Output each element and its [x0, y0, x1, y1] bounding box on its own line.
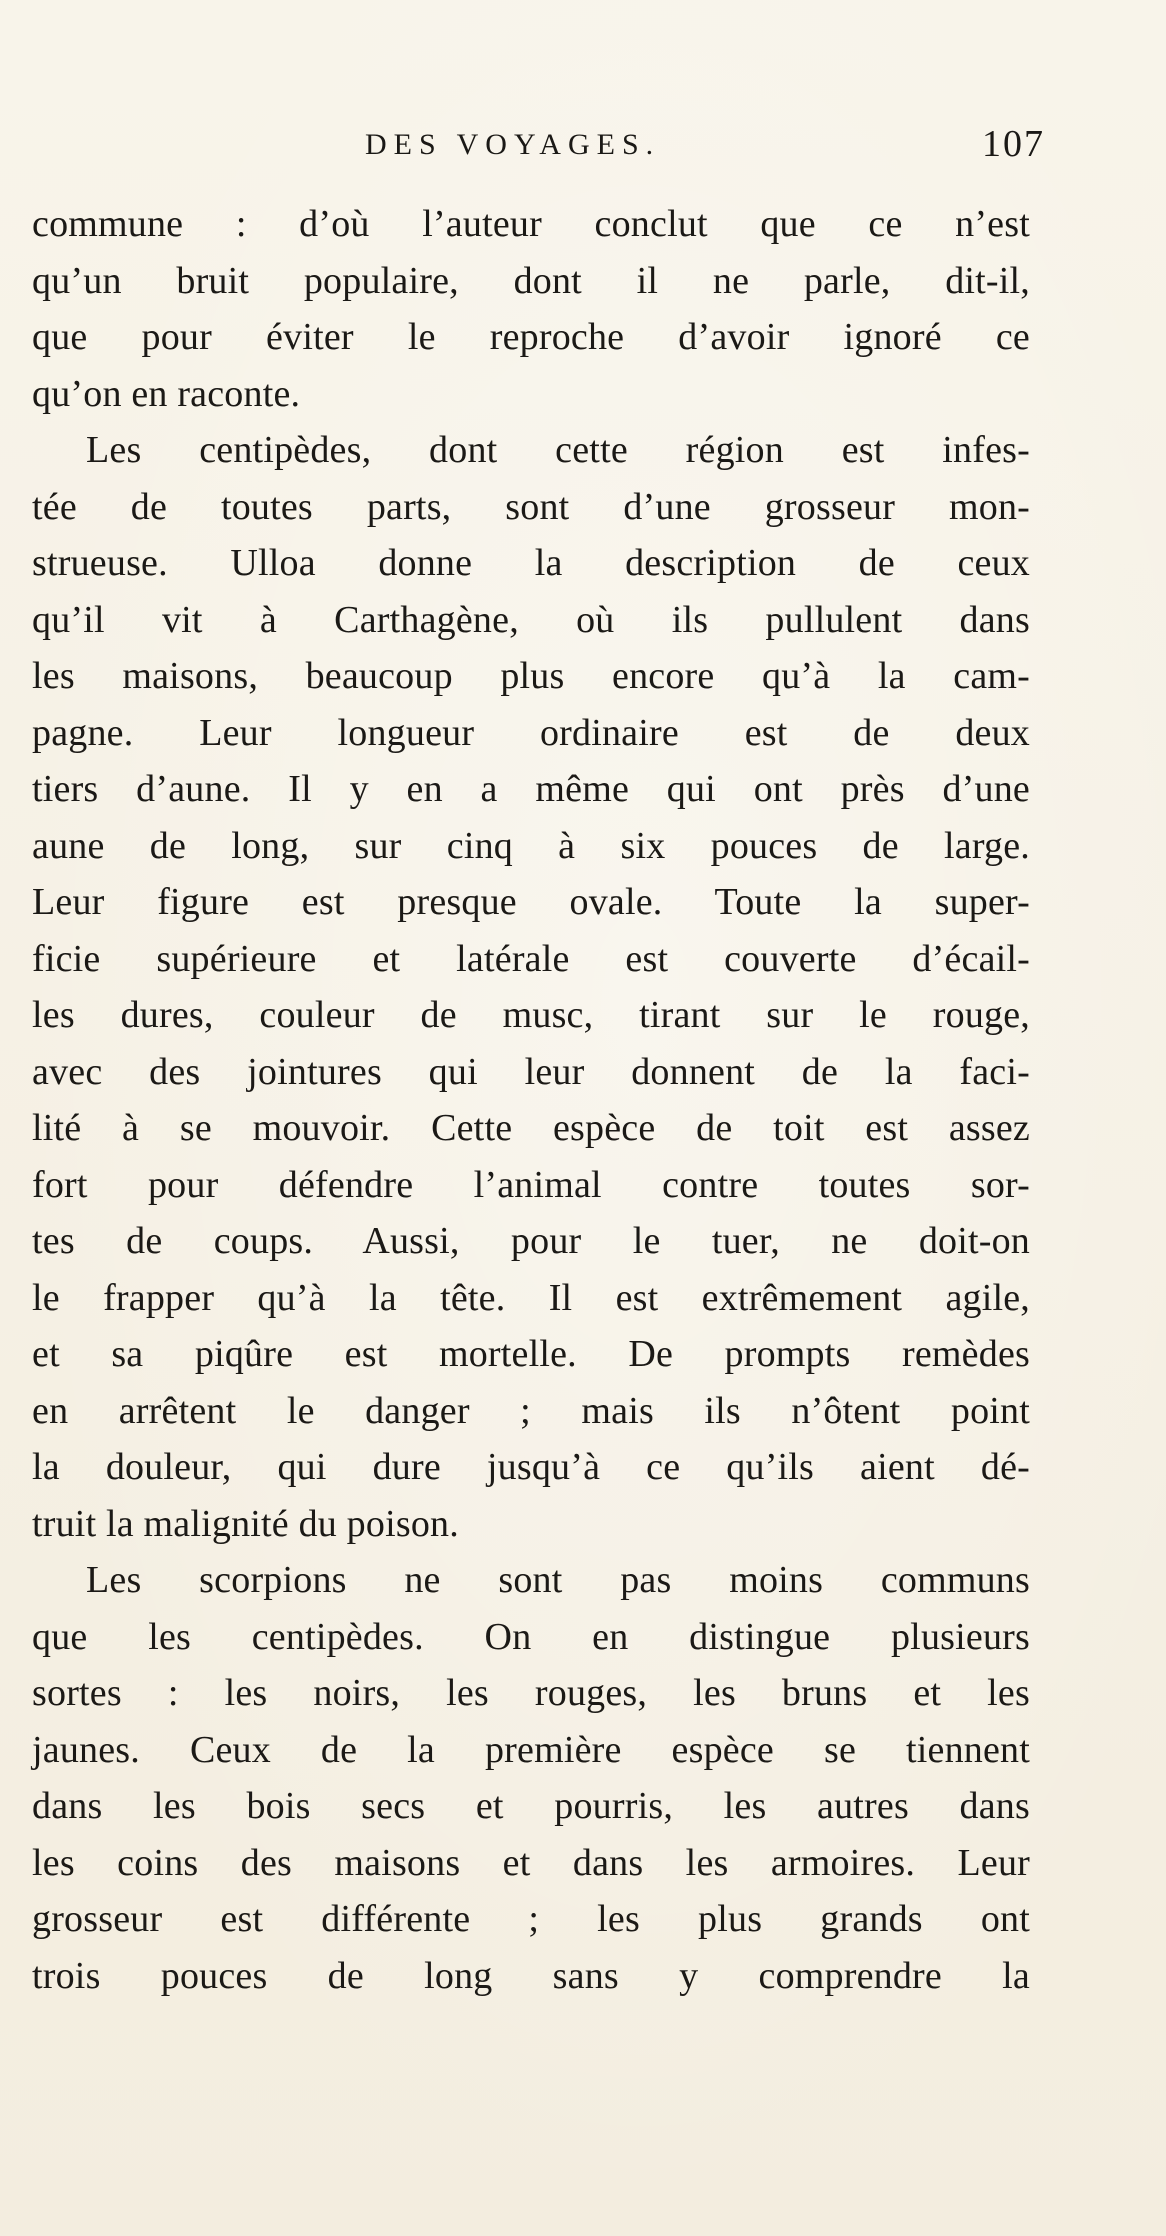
text-line: qu’un bruit populaire, dont il ne parle, dit-il, [32, 259, 1030, 302]
text-line: en arrêtent le danger ; mais ils n’ôtent point [32, 1389, 1030, 1432]
text-line: les dures, couleur de musc, tirant sur le rouge, [32, 994, 1030, 1036]
text-line: pagne. Leur longueur ordinaire est de deux [32, 711, 1030, 754]
text-line: truit la malignité du poison. [32, 1502, 459, 1545]
text-line: tes de coups. Aussi, pour le tuer, ne doit-on [32, 1220, 1030, 1262]
text-line: trois pouces de long sans y comprendre la [32, 1954, 1030, 1997]
text-line: avec des jointures qui leur donnent de la faci- [32, 1050, 1030, 1093]
text-line: ficie supérieure et latérale est couverte d’écail- [32, 937, 1030, 980]
page-number: 107 [982, 123, 1045, 165]
text-line: Leur figure est presque ovale. Toute la super- [32, 881, 1030, 923]
text-line: tiers d’aune. Il y en a même qui ont près d’une [32, 768, 1030, 810]
text-line: grosseur est différente ; les plus grands ont [32, 1898, 1030, 1940]
text-line: qu’on en raconte. [32, 372, 301, 415]
text-line: sortes : les noirs, les rouges, les bruns et les [32, 1672, 1030, 1714]
text-line: dans les bois secs et pourris, les autres dans [32, 1785, 1030, 1827]
text-line: strueuse. Ulloa donne la description de ceux [32, 542, 1030, 584]
text-line: les maisons, beaucoup plus encore qu’à la cam- [32, 655, 1030, 697]
text-line: que les centipèdes. On en distingue plusieurs [32, 1615, 1030, 1658]
text-line: que pour éviter le reproche d’avoir ignoré ce [32, 316, 1030, 358]
text-line: fort pour défendre l’animal contre toutes sor- [32, 1163, 1030, 1206]
text-line: tée de toutes parts, sont d’une grosseur mon- [32, 485, 1030, 528]
text-line: Les scorpions ne sont pas moins communs [86, 1559, 1030, 1601]
running-head [365, 123, 1045, 168]
text-line: et sa piqûre est mortelle. De prompts remèdes [32, 1333, 1030, 1375]
paragraph-3 [32, 1552, 1030, 2004]
paragraph-2 [32, 422, 1030, 1552]
body-text [32, 196, 1030, 2004]
text-line: le frapper qu’à la tête. Il est extrêmement agile, [32, 1276, 1030, 1319]
text-line: lité à se mouvoir. Cette espèce de toit est assez [32, 1107, 1030, 1149]
text-line: qu’il vit à Carthagène, où ils pullulent dans [32, 598, 1030, 641]
text-line: les coins des maisons et dans les armoires. Leur [32, 1841, 1030, 1884]
text-line: aune de long, sur cinq à six pouces de large. [32, 824, 1030, 867]
running-title: DES VOYAGES. [365, 128, 661, 161]
text-line: Les centipèdes, dont cette région est infes- [86, 429, 1030, 471]
text-line: jaunes. Ceux de la première espèce se tiennent [32, 1728, 1030, 1771]
text-line: commune : d’où l’auteur conclut que ce n’est [32, 203, 1030, 245]
paragraph-1 [32, 196, 1030, 422]
text-line: la douleur, qui dure jusqu’à ce qu’ils aient dé- [32, 1446, 1030, 1488]
